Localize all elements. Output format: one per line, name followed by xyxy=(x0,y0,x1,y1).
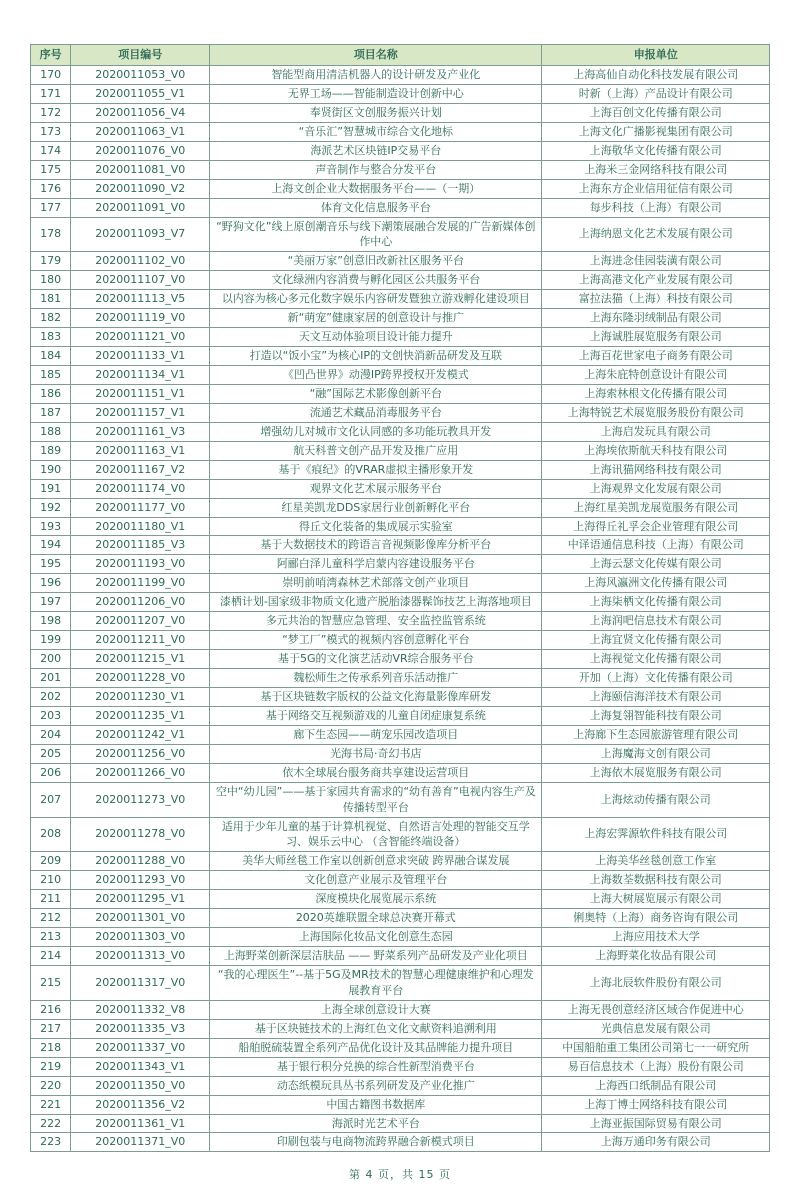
cell-project-name: 崇明前哨湾森林艺术部落文创产业项目 xyxy=(210,574,542,593)
cell-applicant-unit: 易百信息技术（上海）股份有限公司 xyxy=(542,1057,770,1076)
cell-project-code: 2020011332_V8 xyxy=(71,1000,210,1019)
table-row xyxy=(31,347,770,366)
cell-applicant-unit: 上海索林根文化传播有限公司 xyxy=(542,384,770,403)
table-row xyxy=(31,687,770,706)
table-row xyxy=(31,555,770,574)
cell-applicant-unit: 上海北辰软件股份有限公司 xyxy=(542,966,770,1001)
cell-project-name: 基于区块链技术的上海红色文化文献资料追溯利用 xyxy=(210,1019,542,1038)
cell-applicant-unit: 上海启发玩具有限公司 xyxy=(542,422,770,441)
cell-project-code: 2020011157_V1 xyxy=(71,403,210,422)
cell-serial-number: 194 xyxy=(31,536,71,555)
cell-serial-number: 202 xyxy=(31,687,71,706)
cell-applicant-unit: 上海高港文化产业发展有限公司 xyxy=(542,271,770,290)
cell-project-name: 基于网络交互视频游戏的儿童自闭症康复系统 xyxy=(210,706,542,725)
cell-applicant-unit: 上海廊下生态园旅游管理有限公司 xyxy=(542,725,770,744)
cell-applicant-unit: 上海百创文化传播有限公司 xyxy=(542,103,770,122)
cell-project-code: 2020011119_V0 xyxy=(71,309,210,328)
cell-project-name: 阿郦白泽儿童科学启蒙内容建设服务平台 xyxy=(210,555,542,574)
table-row xyxy=(31,179,770,198)
cell-project-name: 上海文创企业大数据服务平台——（一期） xyxy=(210,179,542,198)
cell-project-code: 2020011134_V1 xyxy=(71,366,210,385)
table-row xyxy=(31,103,770,122)
cell-project-name: 魏松师生之传承系列音乐活动推广 xyxy=(210,669,542,688)
cell-applicant-unit: 上海敬华文化传播有限公司 xyxy=(542,141,770,160)
cell-serial-number: 196 xyxy=(31,574,71,593)
page-footer: 第 4 页，共 15 页 xyxy=(349,1168,451,1182)
cell-serial-number: 213 xyxy=(31,928,71,947)
cell-serial-number: 179 xyxy=(31,252,71,271)
cell-serial-number: 178 xyxy=(31,217,71,252)
cell-project-name: 船舶脱硫装置全系列产品优化设计及其品牌能力提升项目 xyxy=(210,1038,542,1057)
table-row xyxy=(31,498,770,517)
table-row xyxy=(31,160,770,179)
cell-project-name: 奉贤街区文创服务振兴计划 xyxy=(210,103,542,122)
table-row xyxy=(31,650,770,669)
cell-project-name: 依木全球展台服务商共享建设运营项目 xyxy=(210,763,542,782)
cell-serial-number: 218 xyxy=(31,1038,71,1057)
cell-project-code: 2020011215_V1 xyxy=(71,650,210,669)
cell-serial-number: 175 xyxy=(31,160,71,179)
cell-serial-number: 221 xyxy=(31,1095,71,1114)
cell-project-code: 2020011107_V0 xyxy=(71,271,210,290)
cell-project-code: 2020011235_V1 xyxy=(71,706,210,725)
cell-serial-number: 171 xyxy=(31,84,71,103)
cell-project-name: 上海国际化妆品文化创意生态园 xyxy=(210,928,542,947)
cell-project-name: 以内容为核心多元化数字娱乐内容研发暨独立游戏孵化建设项目 xyxy=(210,290,542,309)
table-row xyxy=(31,669,770,688)
cell-serial-number: 199 xyxy=(31,631,71,650)
cell-project-name: 中国古籍图书数据库 xyxy=(210,1095,542,1114)
cell-applicant-unit: 上海依木展览服务有限公司 xyxy=(542,763,770,782)
cell-project-code: 2020011303_V0 xyxy=(71,928,210,947)
cell-project-name: 基于5G的文化演艺活动VR综合服务平台 xyxy=(210,650,542,669)
cell-serial-number: 195 xyxy=(31,555,71,574)
cell-applicant-unit: 上海云瑟文化传媒有限公司 xyxy=(542,555,770,574)
cell-serial-number: 219 xyxy=(31,1057,71,1076)
cell-project-name: 印刷包装与电商物流跨界融合新模式项目 xyxy=(210,1133,542,1152)
cell-project-code: 2020011207_V0 xyxy=(71,612,210,631)
cell-applicant-unit: 上海数荃数据科技有限公司 xyxy=(542,871,770,890)
table-row xyxy=(31,1019,770,1038)
cell-project-code: 2020011206_V0 xyxy=(71,593,210,612)
cell-project-name: “美丽万家”创意旧改新社区服务平台 xyxy=(210,252,542,271)
cell-project-code: 2020011301_V0 xyxy=(71,909,210,928)
cell-project-code: 2020011076_V0 xyxy=(71,141,210,160)
cell-project-code: 2020011356_V2 xyxy=(71,1095,210,1114)
cell-serial-number: 182 xyxy=(31,309,71,328)
cell-applicant-unit: 时新（上海）产品设计有限公司 xyxy=(542,84,770,103)
cell-applicant-unit: 上海宏霁源软件科技有限公司 xyxy=(542,817,770,852)
cell-project-code: 2020011199_V0 xyxy=(71,574,210,593)
cell-applicant-unit: 上海亚振国际贸易有限公司 xyxy=(542,1114,770,1133)
table-row xyxy=(31,403,770,422)
cell-applicant-unit: 光典信息发展有限公司 xyxy=(542,1019,770,1038)
cell-project-name: “融”国际艺术影像创新平台 xyxy=(210,384,542,403)
cell-serial-number: 170 xyxy=(31,66,71,85)
table-row xyxy=(31,1133,770,1152)
cell-project-name: “梦工厂”模式的视频内容创意孵化平台 xyxy=(210,631,542,650)
cell-applicant-unit: 上海朱庇特创意设计有限公司 xyxy=(542,366,770,385)
cell-project-code: 2020011295_V1 xyxy=(71,890,210,909)
cell-project-name: 深度模块化展览展示系统 xyxy=(210,890,542,909)
cell-project-code: 2020011056_V4 xyxy=(71,103,210,122)
table-row xyxy=(31,536,770,555)
cell-project-code: 2020011174_V0 xyxy=(71,479,210,498)
table-row xyxy=(31,1038,770,1057)
projects-table xyxy=(30,44,770,1152)
cell-project-code: 2020011337_V0 xyxy=(71,1038,210,1057)
cell-project-name: 航天科普文创产品开发及推广应用 xyxy=(210,441,542,460)
table-row xyxy=(31,909,770,928)
table-row xyxy=(31,966,770,1001)
cell-applicant-unit: 上海进念佳园装潢有限公司 xyxy=(542,252,770,271)
cell-applicant-unit: 上海东方企业信用征信有限公司 xyxy=(542,179,770,198)
cell-serial-number: 173 xyxy=(31,122,71,141)
cell-project-code: 2020011161_V3 xyxy=(71,422,210,441)
table-row xyxy=(31,1076,770,1095)
cell-project-code: 2020011053_V0 xyxy=(71,66,210,85)
cell-serial-number: 222 xyxy=(31,1114,71,1133)
cell-project-name: 无界工场——智能制造设计创新中心 xyxy=(210,84,542,103)
cell-serial-number: 210 xyxy=(31,871,71,890)
cell-serial-number: 190 xyxy=(31,460,71,479)
cell-project-code: 2020011278_V0 xyxy=(71,817,210,852)
cell-serial-number: 212 xyxy=(31,909,71,928)
cell-project-code: 2020011177_V0 xyxy=(71,498,210,517)
cell-project-name: 空中“幼儿园”——基于家园共育需求的“幼有善育”电视内容生产及传播转型平台 xyxy=(210,782,542,817)
cell-project-name: 体育文化信息服务平台 xyxy=(210,198,542,217)
table-row xyxy=(31,366,770,385)
cell-project-code: 2020011230_V1 xyxy=(71,687,210,706)
cell-serial-number: 176 xyxy=(31,179,71,198)
cell-applicant-unit: 上海文化广播影视集团有限公司 xyxy=(542,122,770,141)
table-row xyxy=(31,612,770,631)
cell-project-name: 智能型商用清洁机器人的设计研发及产业化 xyxy=(210,66,542,85)
cell-project-code: 2020011293_V0 xyxy=(71,871,210,890)
cell-applicant-unit: 上海万通印务有限公司 xyxy=(542,1133,770,1152)
table-row xyxy=(31,271,770,290)
table-row xyxy=(31,574,770,593)
table-row xyxy=(31,422,770,441)
cell-project-name: 流通艺术藏品消毒服务平台 xyxy=(210,403,542,422)
cell-applicant-unit: 上海诚胜展览服务有限公司 xyxy=(542,328,770,347)
cell-applicant-unit: 上海美华丝毯创意工作室 xyxy=(542,852,770,871)
table-row xyxy=(31,725,770,744)
cell-project-code: 2020011163_V1 xyxy=(71,441,210,460)
cell-project-code: 2020011228_V0 xyxy=(71,669,210,688)
cell-project-code: 2020011151_V1 xyxy=(71,384,210,403)
cell-applicant-unit: 上海埃依斯航天科技有限公司 xyxy=(542,441,770,460)
cell-serial-number: 204 xyxy=(31,725,71,744)
cell-serial-number: 217 xyxy=(31,1019,71,1038)
cell-serial-number: 183 xyxy=(31,328,71,347)
table-row xyxy=(31,252,770,271)
table-row xyxy=(31,309,770,328)
cell-project-name: 基于大数据技术的跨语言音视频影像库分析平台 xyxy=(210,536,542,555)
cell-applicant-unit: 俐奥特（上海）商务咨询有限公司 xyxy=(542,909,770,928)
table-row xyxy=(31,871,770,890)
cell-applicant-unit: 上海讯猫网络科技有限公司 xyxy=(542,460,770,479)
cell-project-name: 声音制作与整合分发平台 xyxy=(210,160,542,179)
table-row xyxy=(31,928,770,947)
table-row xyxy=(31,947,770,966)
cell-serial-number: 200 xyxy=(31,650,71,669)
cell-project-code: 2020011266_V0 xyxy=(71,763,210,782)
cell-project-name: “音乐汇”智慧城市综合文化地标 xyxy=(210,122,542,141)
cell-project-name: “我的心理医生”--基于5G及MR技术的智慧心理健康维护和心理发展教育平台 xyxy=(210,966,542,1001)
cell-serial-number: 188 xyxy=(31,422,71,441)
cell-serial-number: 174 xyxy=(31,141,71,160)
cell-project-name: 多元共治的智慧应急管理、安全监控监管系统 xyxy=(210,612,542,631)
cell-applicant-unit: 上海纳恩文化艺术发展有限公司 xyxy=(542,217,770,252)
cell-applicant-unit: 上海米三金网络科技有限公司 xyxy=(542,160,770,179)
cell-project-name: 红星美凯龙DDS家居行业创新孵化平台 xyxy=(210,498,542,517)
cell-applicant-unit: 上海高仙自动化科技发展有限公司 xyxy=(542,66,770,85)
cell-applicant-unit: 上海应用技术大学 xyxy=(542,928,770,947)
cell-serial-number: 220 xyxy=(31,1076,71,1095)
cell-serial-number: 186 xyxy=(31,384,71,403)
cell-project-name: 基于区块链数字版权的公益文化海量影像库研发 xyxy=(210,687,542,706)
cell-project-code: 2020011211_V0 xyxy=(71,631,210,650)
cell-serial-number: 192 xyxy=(31,498,71,517)
cell-serial-number: 180 xyxy=(31,271,71,290)
cell-serial-number: 205 xyxy=(31,744,71,763)
cell-serial-number: 207 xyxy=(31,782,71,817)
cell-project-code: 2020011121_V0 xyxy=(71,328,210,347)
table-row xyxy=(31,217,770,252)
cell-project-code: 2020011081_V0 xyxy=(71,160,210,179)
table-row xyxy=(31,706,770,725)
cell-project-code: 2020011091_V0 xyxy=(71,198,210,217)
cell-project-code: 2020011350_V0 xyxy=(71,1076,210,1095)
cell-serial-number: 187 xyxy=(31,403,71,422)
table-row xyxy=(31,1057,770,1076)
cell-project-code: 2020011313_V0 xyxy=(71,947,210,966)
cell-project-code: 2020011273_V0 xyxy=(71,782,210,817)
table-row xyxy=(31,441,770,460)
cell-project-code: 2020011193_V0 xyxy=(71,555,210,574)
cell-serial-number: 198 xyxy=(31,612,71,631)
cell-serial-number: 197 xyxy=(31,593,71,612)
cell-project-name: 观界文化艺术展示服务平台 xyxy=(210,479,542,498)
table-row xyxy=(31,198,770,217)
cell-project-name: 适用于少年儿童的基于计算机视觉、自然语言处理的智能交互学习、娱乐云中心 （含智能终端设备） xyxy=(210,817,542,852)
cell-project-name: 文化创意产业展示及管理平台 xyxy=(210,871,542,890)
cell-project-code: 2020011102_V0 xyxy=(71,252,210,271)
cell-applicant-unit: 上海润吧信息技术有限公司 xyxy=(542,612,770,631)
cell-project-code: 2020011090_V2 xyxy=(71,179,210,198)
cell-project-name: “野狗文化”线上原创潮音乐与线下潮策展融合发展的广告新媒体创作中心 xyxy=(210,217,542,252)
cell-serial-number: 214 xyxy=(31,947,71,966)
cell-project-code: 2020011288_V0 xyxy=(71,852,210,871)
cell-project-name: 文化绿洲内容消费与孵化园区公共服务平台 xyxy=(210,271,542,290)
table-row xyxy=(31,517,770,536)
cell-project-name: 海派时光艺术平台 xyxy=(210,1114,542,1133)
cell-applicant-unit: 上海观界文化发展有限公司 xyxy=(542,479,770,498)
cell-project-name: 新“萌宠”健康家居的创意设计与推广 xyxy=(210,309,542,328)
cell-project-name: 美华大师丝毯工作室以创新创意求突破 跨界融合谋发展 xyxy=(210,852,542,871)
cell-serial-number: 206 xyxy=(31,763,71,782)
cell-project-code: 2020011371_V0 xyxy=(71,1133,210,1152)
cell-project-code: 2020011343_V1 xyxy=(71,1057,210,1076)
cell-applicant-unit: 开加（上海）文化传播有限公司 xyxy=(542,669,770,688)
cell-serial-number: 216 xyxy=(31,1000,71,1019)
cell-project-name: 海派艺术区块链IP交易平台 xyxy=(210,141,542,160)
cell-applicant-unit: 每步科技（上海）有限公司 xyxy=(542,198,770,217)
cell-project-code: 2020011180_V1 xyxy=(71,517,210,536)
cell-project-code: 2020011093_V7 xyxy=(71,217,210,252)
table-row xyxy=(31,744,770,763)
cell-serial-number: 193 xyxy=(31,517,71,536)
cell-project-code: 2020011185_V3 xyxy=(71,536,210,555)
cell-applicant-unit: 上海野菜化妆品有限公司 xyxy=(542,947,770,966)
table-row xyxy=(31,384,770,403)
header-project-name: 项目名称 xyxy=(210,45,542,66)
cell-project-name: 光海书局·奇幻书店 xyxy=(210,744,542,763)
cell-applicant-unit: 上海百花世家电子商务有限公司 xyxy=(542,347,770,366)
table-row xyxy=(31,1095,770,1114)
header-applicant-unit: 申报单位 xyxy=(542,45,770,66)
table-row xyxy=(31,890,770,909)
cell-project-name: 基于银行积分兑换的综合性新型消费平台 xyxy=(210,1057,542,1076)
cell-project-code: 2020011167_V2 xyxy=(71,460,210,479)
cell-applicant-unit: 富拉法猫（上海）科技有限公司 xyxy=(542,290,770,309)
cell-serial-number: 211 xyxy=(31,890,71,909)
cell-serial-number: 223 xyxy=(31,1133,71,1152)
cell-project-name: 得丘文化装备的集成展示实验室 xyxy=(210,517,542,536)
cell-project-name: 增强幼儿对城市文化认同感的多功能玩教具开发 xyxy=(210,422,542,441)
header-serial-number: 序号 xyxy=(31,45,71,66)
cell-applicant-unit: 上海无畏创意经济区域合作促进中心 xyxy=(542,1000,770,1019)
table-row xyxy=(31,328,770,347)
cell-project-name: 上海全球创意设计大赛 xyxy=(210,1000,542,1019)
cell-serial-number: 189 xyxy=(31,441,71,460)
cell-serial-number: 172 xyxy=(31,103,71,122)
table-row xyxy=(31,631,770,650)
table-row xyxy=(31,763,770,782)
cell-serial-number: 215 xyxy=(31,966,71,1001)
cell-applicant-unit: 上海视觉文化传播有限公司 xyxy=(542,650,770,669)
cell-project-code: 2020011256_V0 xyxy=(71,744,210,763)
cell-applicant-unit: 上海柒栖文化传播有限公司 xyxy=(542,593,770,612)
cell-applicant-unit: 中国船舶重工集团公司第七一一研究所 xyxy=(542,1038,770,1057)
cell-serial-number: 201 xyxy=(31,669,71,688)
cell-serial-number: 203 xyxy=(31,706,71,725)
table-row xyxy=(31,1000,770,1019)
cell-project-code: 2020011113_V5 xyxy=(71,290,210,309)
cell-project-name: 漆栖计划-国家级非物质文化遗产脱胎漆器髹饰技艺上海落地项目 xyxy=(210,593,542,612)
table-row xyxy=(31,290,770,309)
cell-serial-number: 181 xyxy=(31,290,71,309)
cell-project-name: 《凹凸世界》动漫IP跨界授权开发模式 xyxy=(210,366,542,385)
cell-project-name: 动态纸模玩具丛书系列研发及产业化推广 xyxy=(210,1076,542,1095)
table-row xyxy=(31,852,770,871)
cell-applicant-unit: 上海得丘礼孚会企业管理有限公司 xyxy=(542,517,770,536)
table-row xyxy=(31,460,770,479)
cell-serial-number: 208 xyxy=(31,817,71,852)
cell-project-name: 天文互动体验项目设计能力提升 xyxy=(210,328,542,347)
header-project-code: 项目编号 xyxy=(71,45,210,66)
table-row xyxy=(31,479,770,498)
cell-project-name: 基于《痕纪》的VRAR虚拟主播形象开发 xyxy=(210,460,542,479)
table-row xyxy=(31,66,770,85)
table-row xyxy=(31,817,770,852)
cell-project-code: 2020011242_V1 xyxy=(71,725,210,744)
cell-project-name: 2020英雄联盟全球总决赛开幕式 xyxy=(210,909,542,928)
cell-applicant-unit: 上海西口纸制品有限公司 xyxy=(542,1076,770,1095)
cell-serial-number: 209 xyxy=(31,852,71,871)
table-body xyxy=(31,66,770,1152)
cell-project-code: 2020011317_V0 xyxy=(71,966,210,1001)
cell-applicant-unit: 上海宜贤文化传播有限公司 xyxy=(542,631,770,650)
table-row xyxy=(31,84,770,103)
table-header-row xyxy=(31,45,770,66)
cell-serial-number: 185 xyxy=(31,366,71,385)
cell-applicant-unit: 上海大树展览展示有限公司 xyxy=(542,890,770,909)
cell-project-code: 2020011361_V1 xyxy=(71,1114,210,1133)
cell-project-name: 廊下生态园——萌宠乐园改造项目 xyxy=(210,725,542,744)
cell-serial-number: 191 xyxy=(31,479,71,498)
cell-applicant-unit: 上海颐信海洋技术有限公司 xyxy=(542,687,770,706)
cell-applicant-unit: 中译语通信息科技（上海）有限公司 xyxy=(542,536,770,555)
table-row xyxy=(31,122,770,141)
table-row xyxy=(31,141,770,160)
cell-applicant-unit: 上海红星美凯龙展览服务有限公司 xyxy=(542,498,770,517)
cell-project-name: 打造以“饭小宝”为核心IP的文创快消新品研发及互联 xyxy=(210,347,542,366)
table-row xyxy=(31,782,770,817)
cell-applicant-unit: 上海复翎智能科技有限公司 xyxy=(542,706,770,725)
cell-project-code: 2020011055_V1 xyxy=(71,84,210,103)
cell-applicant-unit: 上海风瀛洲文化传播有限公司 xyxy=(542,574,770,593)
cell-project-code: 2020011335_V3 xyxy=(71,1019,210,1038)
cell-project-code: 2020011133_V1 xyxy=(71,347,210,366)
cell-applicant-unit: 上海魔海文创有限公司 xyxy=(542,744,770,763)
cell-project-code: 2020011063_V1 xyxy=(71,122,210,141)
cell-project-name: 上海野菜创新深层洁肤品 —— 野菜系列产品研发及产业化项目 xyxy=(210,947,542,966)
cell-serial-number: 177 xyxy=(31,198,71,217)
table-row xyxy=(31,1114,770,1133)
cell-applicant-unit: 上海丁博士网络科技有限公司 xyxy=(542,1095,770,1114)
cell-serial-number: 184 xyxy=(31,347,71,366)
table-row xyxy=(31,593,770,612)
cell-applicant-unit: 上海炫动传播有限公司 xyxy=(542,782,770,817)
cell-applicant-unit: 上海东隆羽绒制品有限公司 xyxy=(542,309,770,328)
cell-applicant-unit: 上海特锐艺术展览服务股份有限公司 xyxy=(542,403,770,422)
